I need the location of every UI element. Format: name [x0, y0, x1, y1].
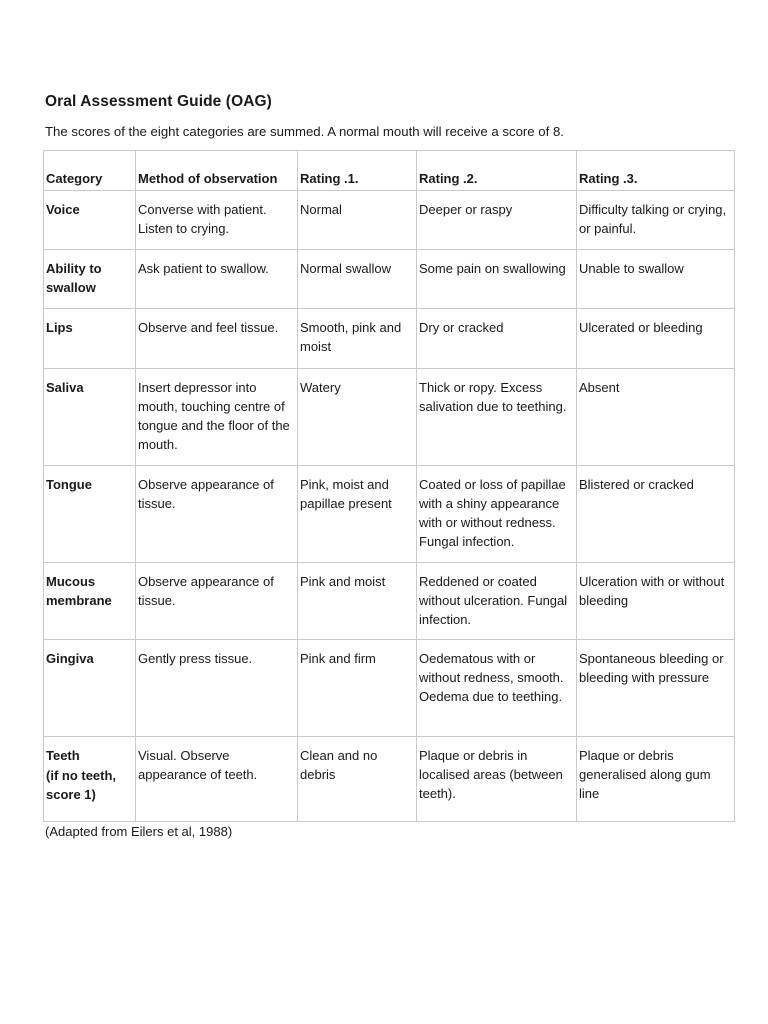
rating-1-cell: Watery — [298, 369, 417, 466]
rating-3-cell: Absent — [577, 369, 735, 466]
category-label: Teeth — [46, 748, 80, 763]
category-note: (if no teeth, score 1) — [46, 768, 117, 802]
rating-3-cell: Blistered or cracked — [577, 466, 735, 563]
method-cell: Observe and feel tissue. — [136, 309, 298, 369]
rating-2-cell: Plaque or debris in localised areas (between teeth). — [417, 737, 577, 822]
method-cell: Converse with patient. Listen to crying. — [136, 191, 298, 250]
rating-2-cell: Oedematous with or without redness, smooth. Oedema due to teething. — [417, 640, 577, 737]
intro-text: The scores of the eight categories are summed. A normal mouth will receive a score of 8. — [45, 124, 564, 139]
oral-assessment-table — [43, 150, 735, 822]
method-cell: Insert depressor into mouth, touching centre of tongue and the floor of the mouth. — [136, 369, 298, 466]
rating-3-cell: Ulcerated or bleeding — [577, 309, 735, 369]
method-cell: Gently press tissue. — [136, 640, 298, 737]
category-cell: Mucous membrane — [44, 563, 136, 640]
method-cell: Ask patient to swallow. — [136, 250, 298, 309]
rating-1-cell: Normal — [298, 191, 417, 250]
method-cell: Observe appearance of tissue. — [136, 466, 298, 563]
source-citation: (Adapted from Eilers et al, 1988) — [45, 824, 233, 839]
rating-3-cell: Ulceration with or without bleeding — [577, 563, 735, 640]
rating-2-cell: Coated or loss of papillae with a shiny appearance with or without redness. Fungal infection. — [417, 466, 577, 563]
header-rating-3: Rating .3. — [577, 151, 735, 191]
document-title: Oral Assessment Guide (OAG) — [45, 93, 272, 110]
rating-1-cell: Smooth, pink and moist — [298, 309, 417, 369]
category-cell: Saliva — [44, 369, 136, 466]
header-rating-2: Rating .2. — [417, 151, 577, 191]
category-cell — [44, 737, 136, 822]
table-header-row — [44, 151, 735, 191]
rating-1-cell: Normal swallow — [298, 250, 417, 309]
rating-1-cell: Pink and moist — [298, 563, 417, 640]
header-rating-1: Rating .1. — [298, 151, 417, 191]
table-row — [44, 309, 735, 369]
method-cell: Visual. Observe appearance of teeth. — [136, 737, 298, 822]
rating-1-cell: Clean and no debris — [298, 737, 417, 822]
header-method: Method of observation — [136, 151, 298, 191]
method-cell: Observe appearance of tissue. — [136, 563, 298, 640]
category-cell: Lips — [44, 309, 136, 369]
rating-2-cell: Deeper or raspy — [417, 191, 577, 250]
rating-3-cell: Spontaneous bleeding or bleeding with pressure — [577, 640, 735, 737]
rating-3-cell: Difficulty talking or crying, or painful. — [577, 191, 735, 250]
table-row — [44, 250, 735, 309]
table-row — [44, 369, 735, 466]
category-cell: Gingiva — [44, 640, 136, 737]
header-category: Category — [44, 151, 136, 191]
table-row — [44, 191, 735, 250]
rating-1-cell: Pink, moist and papillae present — [298, 466, 417, 563]
rating-3-cell: Plaque or debris generalised along gum line — [577, 737, 735, 822]
category-cell: Ability to swallow — [44, 250, 136, 309]
table-row — [44, 737, 735, 822]
rating-3-cell: Unable to swallow — [577, 250, 735, 309]
rating-2-cell: Thick or ropy. Excess salivation due to teething. — [417, 369, 577, 466]
category-cell: Tongue — [44, 466, 136, 563]
table-row — [44, 640, 735, 737]
rating-2-cell: Some pain on swallowing — [417, 250, 577, 309]
rating-1-cell: Pink and firm — [298, 640, 417, 737]
category-cell: Voice — [44, 191, 136, 250]
rating-2-cell: Reddened or coated without ulceration. Fungal infection. — [417, 563, 577, 640]
table-row — [44, 563, 735, 640]
table-row — [44, 466, 735, 563]
rating-2-cell: Dry or cracked — [417, 309, 577, 369]
